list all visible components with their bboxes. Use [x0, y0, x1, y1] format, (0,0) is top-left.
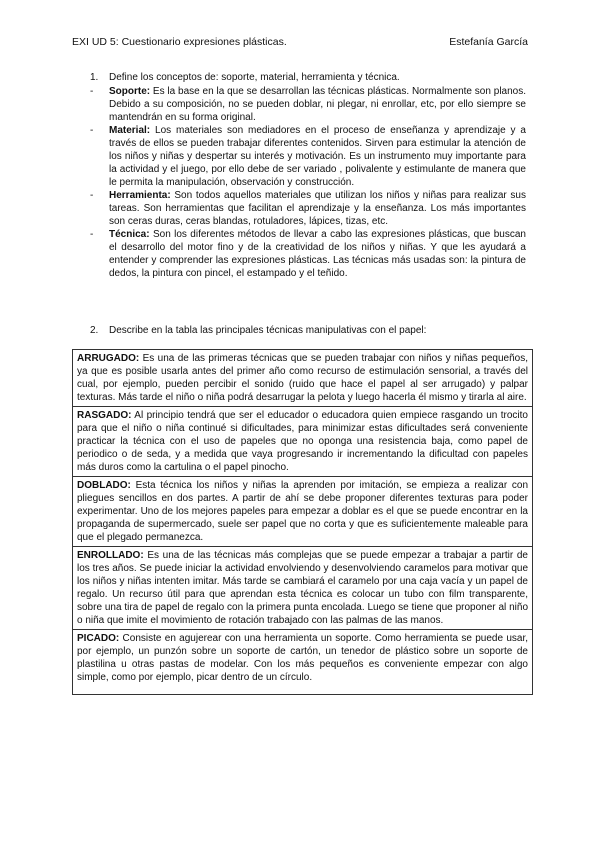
- definition-term: Soporte:: [109, 86, 151, 97]
- technique-name: RASGADO:: [77, 410, 132, 421]
- definition-text: Los materiales son mediadores en el proceso de enseñanza y aprendizaje y a través de ellos se pueden trabajar diferentes contenidos. Sirven para estimular la atención de los niños y niñas y despertar su interés y motivación. Es un instrumento muy importante para la actividad y el juego, por ello debe de ser variado , polivalente y estimulante de manera que le permita la manipulación, observación y construcción.: [109, 125, 526, 188]
- dash-bullet: -: [90, 86, 94, 97]
- technique-description: Consiste en agujerear con una herramienta un soporte. Como herramienta se puede usar, por ejemplo, un punzón sobre un soporte de cartón, un tenedor de plástico sobre un soporte de plastilina u otras pastas de modelar. Con los más pequeños es conveniente empezar con algo simple, como por ejemplo, picar dentro de un círculo.: [77, 633, 528, 683]
- table-row-enrollado: [73, 546, 532, 629]
- question-number: 1.: [90, 72, 99, 83]
- page-header: [72, 36, 528, 50]
- table-row-picado: [73, 629, 532, 694]
- definition-term: Herramienta:: [109, 190, 171, 201]
- table-row-arrugado: [73, 350, 532, 406]
- definition-term: Técnica:: [109, 229, 150, 240]
- dash-bullet: -: [90, 229, 94, 240]
- definition-material: [90, 124, 526, 189]
- technique-name: ARRUGADO:: [77, 353, 140, 364]
- dash-bullet: -: [90, 125, 94, 136]
- definition-tecnica: [90, 228, 526, 280]
- definition-text: Son los diferentes métodos de llevar a cabo las expresiones plásticas, que buscan el desarrollo del motor fino y de la creatividad de los niños y niñas. Y que les ayudará a entender y comprender las expresiones plásticas. Las técnicas más usadas son: la pintura de dedos, la pintura con pincel, el estampado y el teñido.: [109, 229, 526, 279]
- definition-herramienta: [90, 189, 526, 228]
- header-course-title: EXI UD 5: Cuestionario expresiones plásticas.: [72, 36, 287, 48]
- question-text: Define los conceptos de: soporte, material, herramienta y técnica.: [109, 72, 400, 83]
- question-1: [90, 71, 526, 280]
- techniques-table: [72, 349, 533, 695]
- technique-name: DOBLADO:: [77, 480, 131, 491]
- definition-term: Material:: [109, 125, 151, 136]
- question-1-prompt: [90, 71, 526, 84]
- question-number: 2.: [90, 325, 99, 336]
- technique-name: PICADO:: [77, 633, 120, 644]
- technique-description: Es una de las técnicas más complejas que se puede empezar a trabajar a partir de los tres años. Se puede iniciar la actividad envolviendo y desenvolviendo caramelos para motivar que los niños y niñas intenten imitar. Más tarde se cambiará el caramelo por una caja vacía y un papel de regalo. Un recurso útil para que aprendan esta técnica es colocar un tubo con film transparente, sobre una tira de papel de regalo con la primera punta encolada. Luego se tiene que proponer al niño o niña que imite el movimiento de rotación trabajado con las palmas de las manos.: [77, 550, 528, 626]
- table-row-doblado: [73, 476, 532, 546]
- technique-description: Al principio tendrá que ser el educador o educadora quien empiece rasgando un trocito para que el niño o niña continué si dificultades, para minimizar estas dificultades será conveniente practicar la técnica con el uso de papeles que no oponga una resistencia baja, como papel de periodico o de seda, y a medida que vaya progresando ir incrementando la dificultad con papeles más duros como la cartulina o el papel pinocho.: [77, 410, 528, 473]
- question-2-prompt: [90, 324, 526, 337]
- question-2: [90, 324, 526, 338]
- question-text: Describe en la tabla las principales técnicas manipulativas con el papel:: [109, 325, 427, 336]
- technique-name: ENROLLADO:: [77, 550, 144, 561]
- table-row-rasgado: [73, 406, 532, 476]
- header-author: Estefanía García: [449, 36, 528, 48]
- definition-text: Son todos aquellos materiales que utilizan los niños y niñas para realizar sus tareas. Son herramientas que facilitan el aprendizaje y la enseñanza. Los más importantes son ceras duras, ceras blandas, rotuladores, lápices, tizas, etc.: [109, 190, 526, 227]
- definition-text: Es la base en la que se desarrollan las técnicas plásticas. Normalmente son planos. Debido a su composición, no se pueden doblar, ni plegar, ni enrollar, etc, por ello siempre se mantendrán en su forma original.: [109, 86, 526, 123]
- technique-description: Esta técnica los niños y niñas la aprenden por imitación, se empieza a realizar con pliegues sencillos en dos partes. A partir de ahí se debe proponer diferentes texturas para poder experimentar. Uno de los mejores papeles para empezar a doblar es el que se puede encontrar en la propaganda de supermercado, suele ser papel que no corta y que es suficientemente maleable para que el plegado permanezca.: [77, 480, 528, 543]
- dash-bullet: -: [90, 190, 94, 201]
- technique-description: Es una de las primeras técnicas que se pueden trabajar con niños y niñas pequeños, ya que es posible usarla antes del primer año como recurso de estimulación sensorial, a través del cual, por ejemplo, pueden percibir el sonido (ruido que hace el papel al ser arrugado) y palpar texturas. Más tarde el niño o niña podrá desarrugar la pelota y luego hacerla él mismo y tirarla al aire.: [77, 353, 528, 403]
- definition-soporte: [90, 85, 526, 124]
